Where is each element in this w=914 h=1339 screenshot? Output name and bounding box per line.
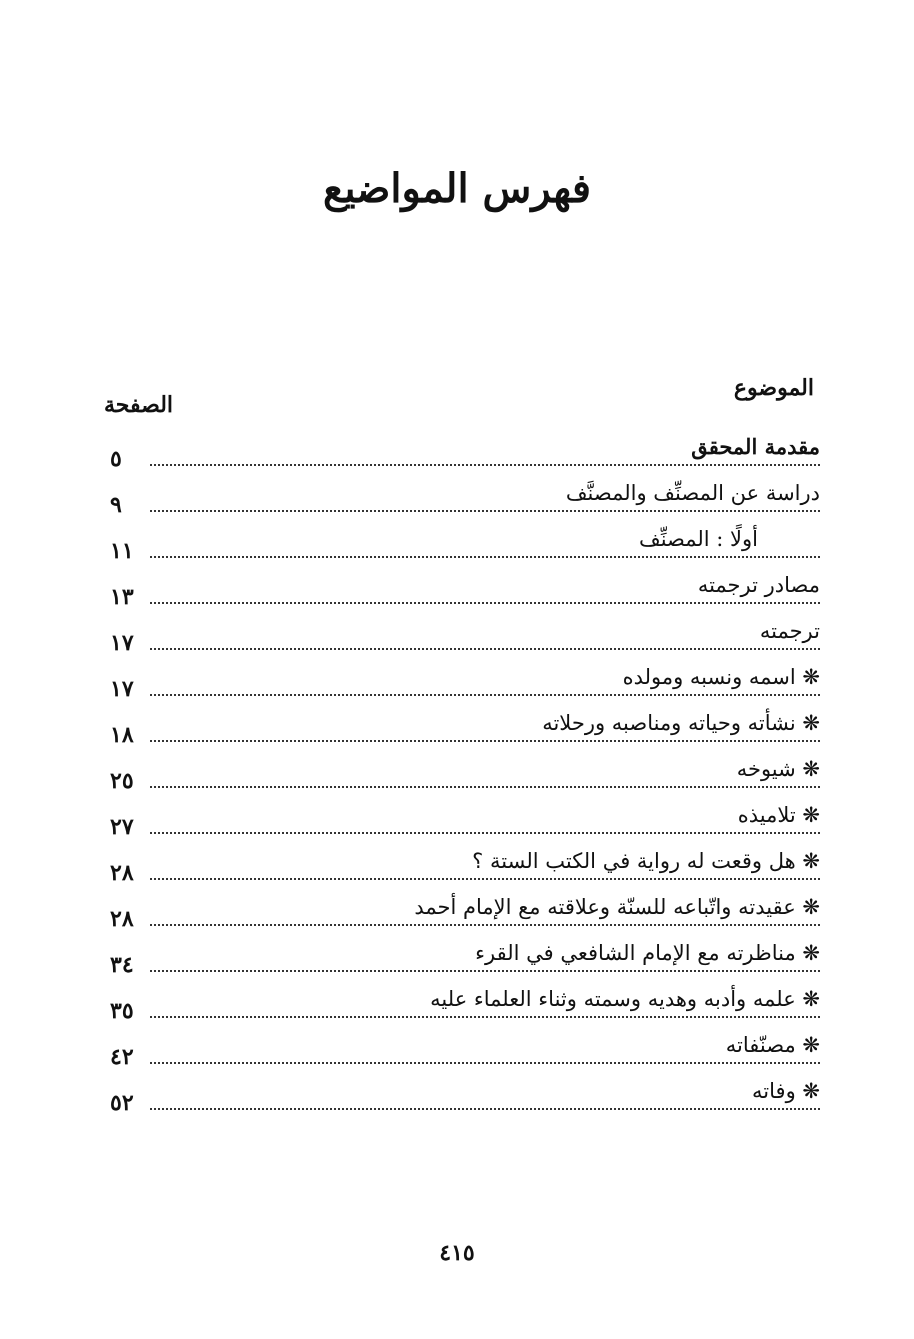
toc-entry-page: ١٧ [110,628,148,658]
toc-entry [110,800,820,846]
toc-entry [110,846,820,892]
page-column-heading: الصفحة [104,392,174,418]
toc-entry-page: ٢٧ [110,812,148,842]
toc-entry [110,524,820,570]
toc-entry-label: ❋ مناظرته مع الإمام الشافعي في القرء [469,938,820,968]
toc-entry-page: ١١ [110,536,148,566]
toc-entry [110,708,820,754]
toc-entry [110,432,820,478]
toc-entry-page: ٩ [110,490,148,520]
toc-entry-label: ❋ اسمه ونسبه ومولده [617,662,820,692]
toc-entry-label: ❋ نشأته وحياته ومناصبه ورحلاته [536,708,820,738]
toc-entry-label: مصادر ترجمته [692,570,820,600]
toc-entry-page: ٢٨ [110,904,148,934]
toc-entry-label: ❋ علمه وأدبه وهديه وسمته وثناء العلماء عليه [424,984,820,1014]
toc-entry-page: ٤٢ [110,1042,148,1072]
toc-entry-label: ❋ شيوخه [731,754,820,784]
toc-entry [110,892,820,938]
page-number: ٤١٥ [439,1240,475,1266]
toc-entry-label: ❋ تلاميذه [732,800,820,830]
toc-entry [110,616,820,662]
toc-entry [110,1030,820,1076]
dot-leader [150,1096,820,1110]
toc-entry-page: ١٣ [110,582,148,612]
dot-leader [150,820,820,834]
toc-entry [110,478,820,524]
toc-entry-page: ٥٢ [110,1088,148,1118]
dot-leader [150,636,820,650]
toc-entry [110,938,820,984]
toc-entry-page: ٢٥ [110,766,148,796]
toc-entry-label: مقدمة المحقق [685,432,820,462]
toc-entry-page: ١٧ [110,674,148,704]
toc-entry-label: ترجمته [754,616,820,646]
toc-entry-label: ❋ مصنّفاته [720,1030,820,1060]
toc-entry-page: ٣٤ [110,950,148,980]
toc-entry [110,662,820,708]
toc-entry-label: ❋ عقيدته واتّباعه للسنّة وعلاقته مع الإمام أحمد [408,892,820,922]
toc-entry [110,754,820,800]
table-of-contents [110,432,820,1122]
toc-entry-label: أولًا : المصنِّف [633,524,758,554]
toc-entry-label: دراسة عن المصنِّف والمصنَّف [560,478,820,508]
toc-entry-page: ١٨ [110,720,148,750]
toc-entry [110,984,820,1030]
toc-entry-page: ٣٥ [110,996,148,1026]
dot-leader [150,774,820,788]
toc-entry-label: ❋ وفاته [746,1076,820,1106]
toc-entry [110,570,820,616]
toc-entry-page: ٥ [110,444,148,474]
toc-entry-label: ❋ هل وقعت له رواية في الكتب الستة ؟ [466,846,820,876]
page-title: فهرس المواضيع [323,165,591,212]
toc-entry [110,1076,820,1122]
topic-column-heading: الموضوع [733,375,814,401]
toc-entry-page: ٢٨ [110,858,148,888]
